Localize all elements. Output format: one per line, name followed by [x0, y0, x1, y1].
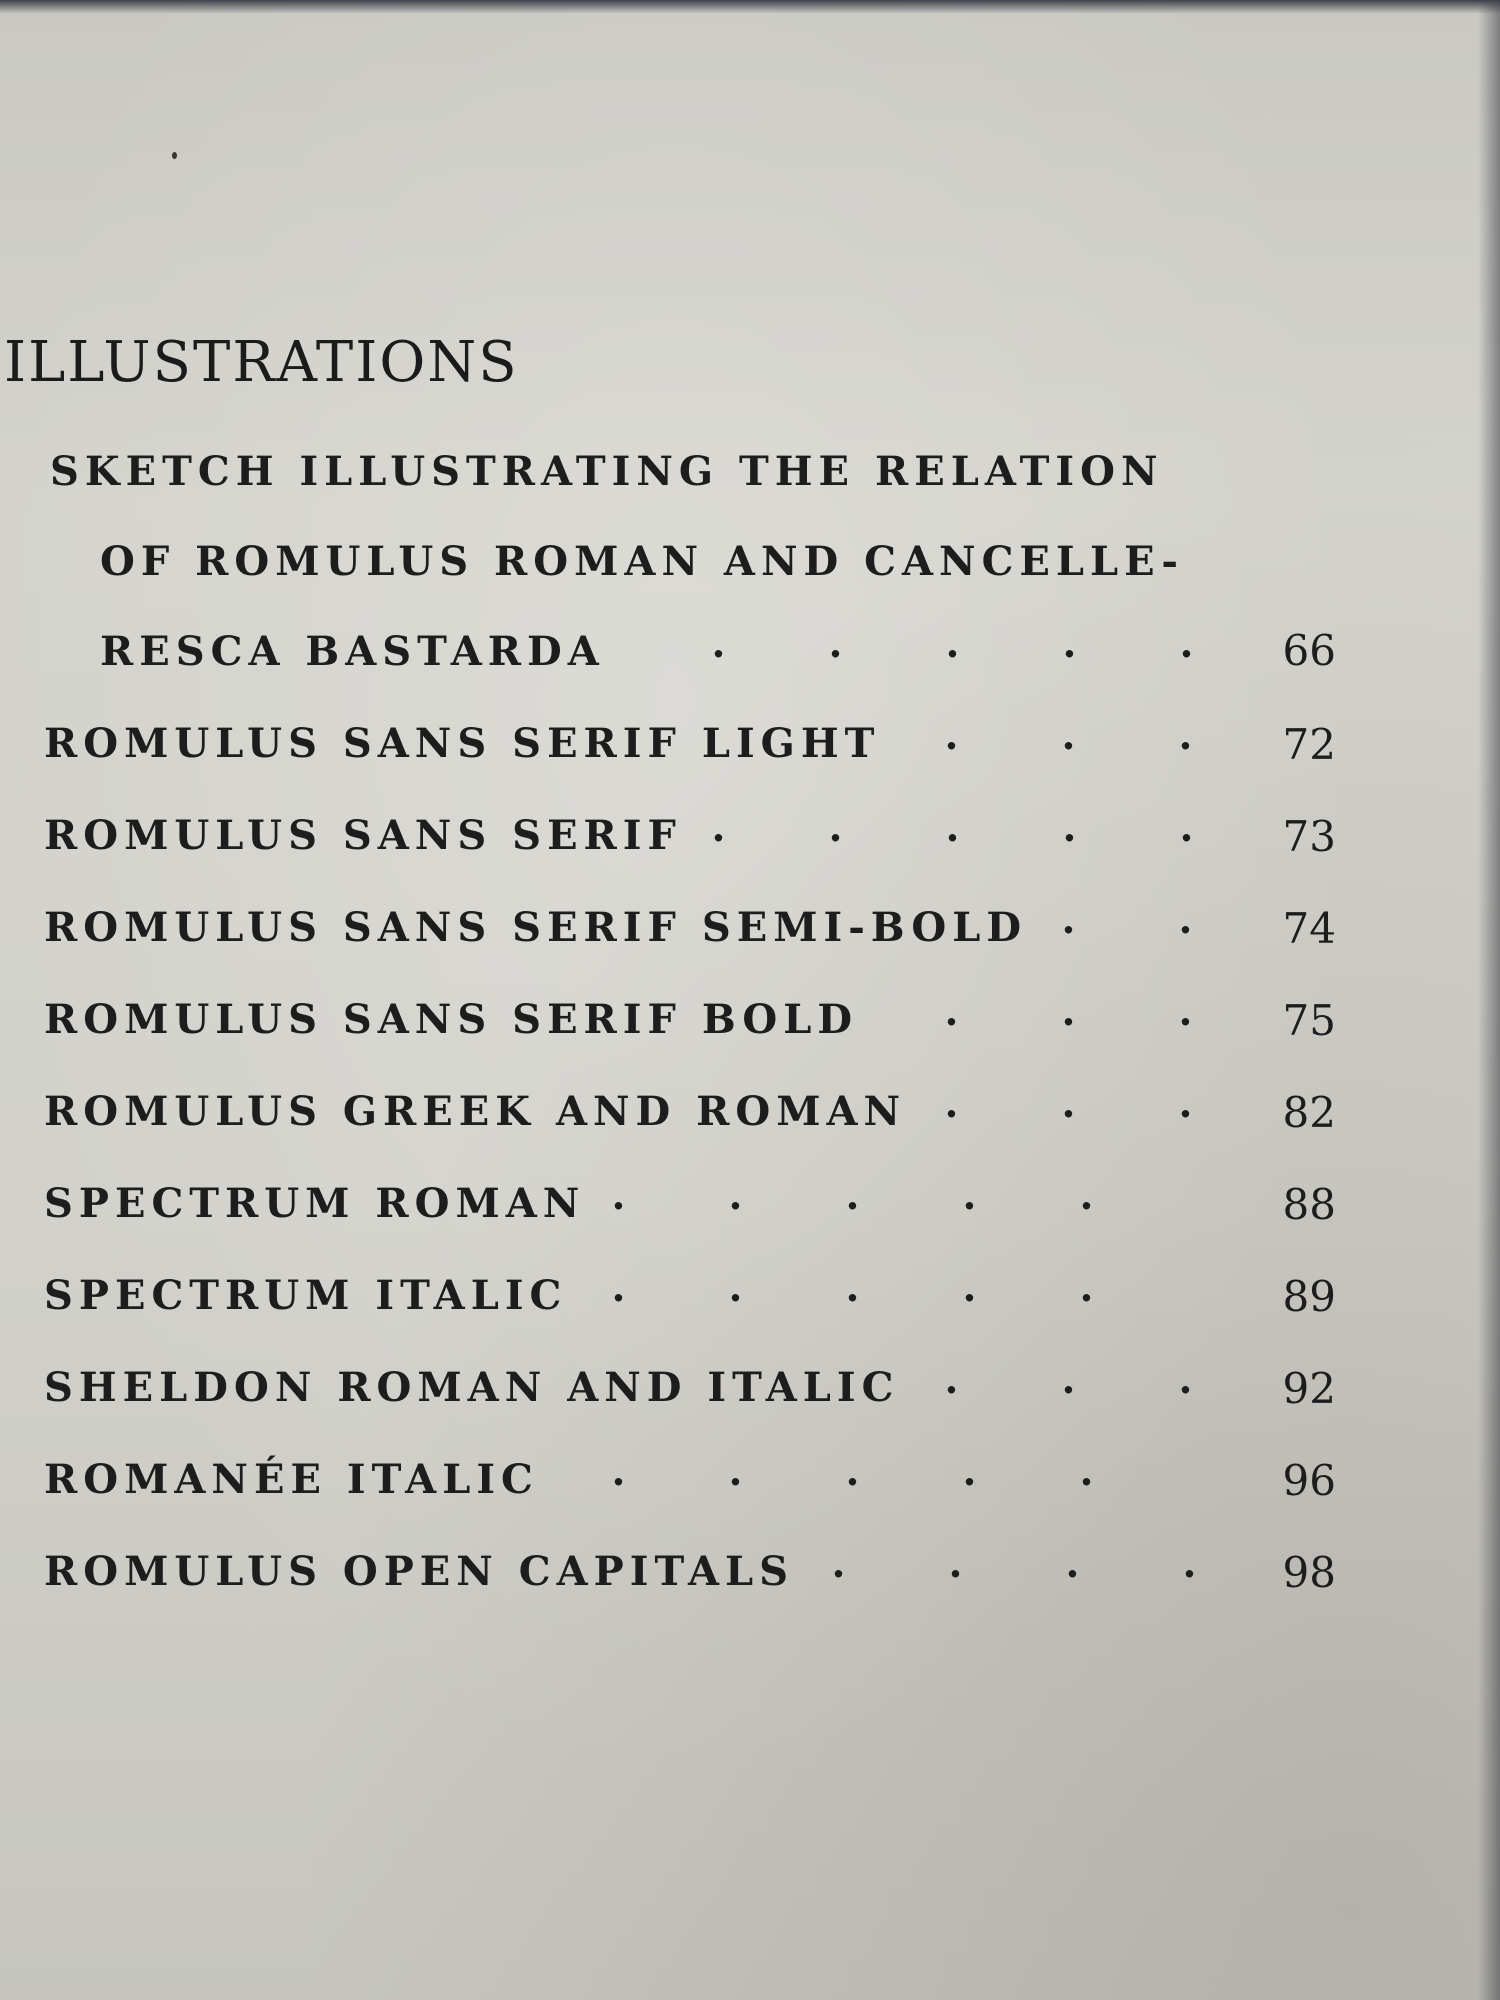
dot-leader: . . . . .: [611, 1172, 1094, 1219]
dot-leader: . . . . .: [711, 804, 1194, 851]
entry-line: SHELDON ROMAN AND ITALIC: [44, 1364, 900, 1411]
page-number: 72: [1282, 720, 1336, 769]
dot-leader: . . .: [944, 988, 1193, 1035]
entry-line: OF ROMULUS ROMAN AND CANCELLE-: [100, 538, 1184, 585]
entry-line: ROMULUS OPEN CAPITALS: [44, 1548, 795, 1595]
entry-line: ROMANÉE ITALIC: [44, 1456, 539, 1503]
entry-line: ROMULUS SANS SERIF SEMI-BOLD: [44, 904, 1027, 951]
entry-line: SKETCH ILLUSTRATING THE RELATION: [50, 448, 1164, 495]
dot-leader: . . . . .: [711, 620, 1194, 667]
dot-leader: . . . .: [831, 1540, 1197, 1587]
page-number: 75: [1282, 996, 1336, 1045]
dot-leader: . . . . .: [611, 1264, 1094, 1311]
entry-line: ROMULUS SANS SERIF LIGHT: [44, 720, 881, 767]
dot-leader: . . .: [944, 1080, 1193, 1127]
page-number: 96: [1282, 1456, 1336, 1505]
page-number: 89: [1282, 1272, 1336, 1321]
page-number: 82: [1282, 1088, 1336, 1137]
entry-line: SPECTRUM ROMAN: [44, 1180, 586, 1227]
entry-line: RESCA BASTARDA: [100, 628, 605, 675]
page-number: 74: [1282, 904, 1336, 953]
page-number: 98: [1282, 1548, 1336, 1597]
dot-leader: . . .: [944, 1356, 1193, 1403]
dot-leader: . . .: [944, 712, 1193, 759]
page-number: 66: [1282, 626, 1336, 675]
dot-leader: . .: [1061, 896, 1193, 943]
page-number: 73: [1282, 812, 1336, 861]
page-number: 88: [1282, 1180, 1336, 1229]
entry-line: ROMULUS GREEK AND ROMAN: [44, 1088, 907, 1135]
dot-leader: . . . . .: [611, 1448, 1094, 1495]
entry-line: SPECTRUM ITALIC: [44, 1272, 568, 1319]
entry-line: ROMULUS SANS SERIF BOLD: [44, 996, 859, 1043]
page-number: 92: [1282, 1364, 1336, 1413]
entry-line: ROMULUS SANS SERIF: [44, 812, 682, 859]
section-heading: ILLUSTRATIONS: [4, 330, 519, 395]
